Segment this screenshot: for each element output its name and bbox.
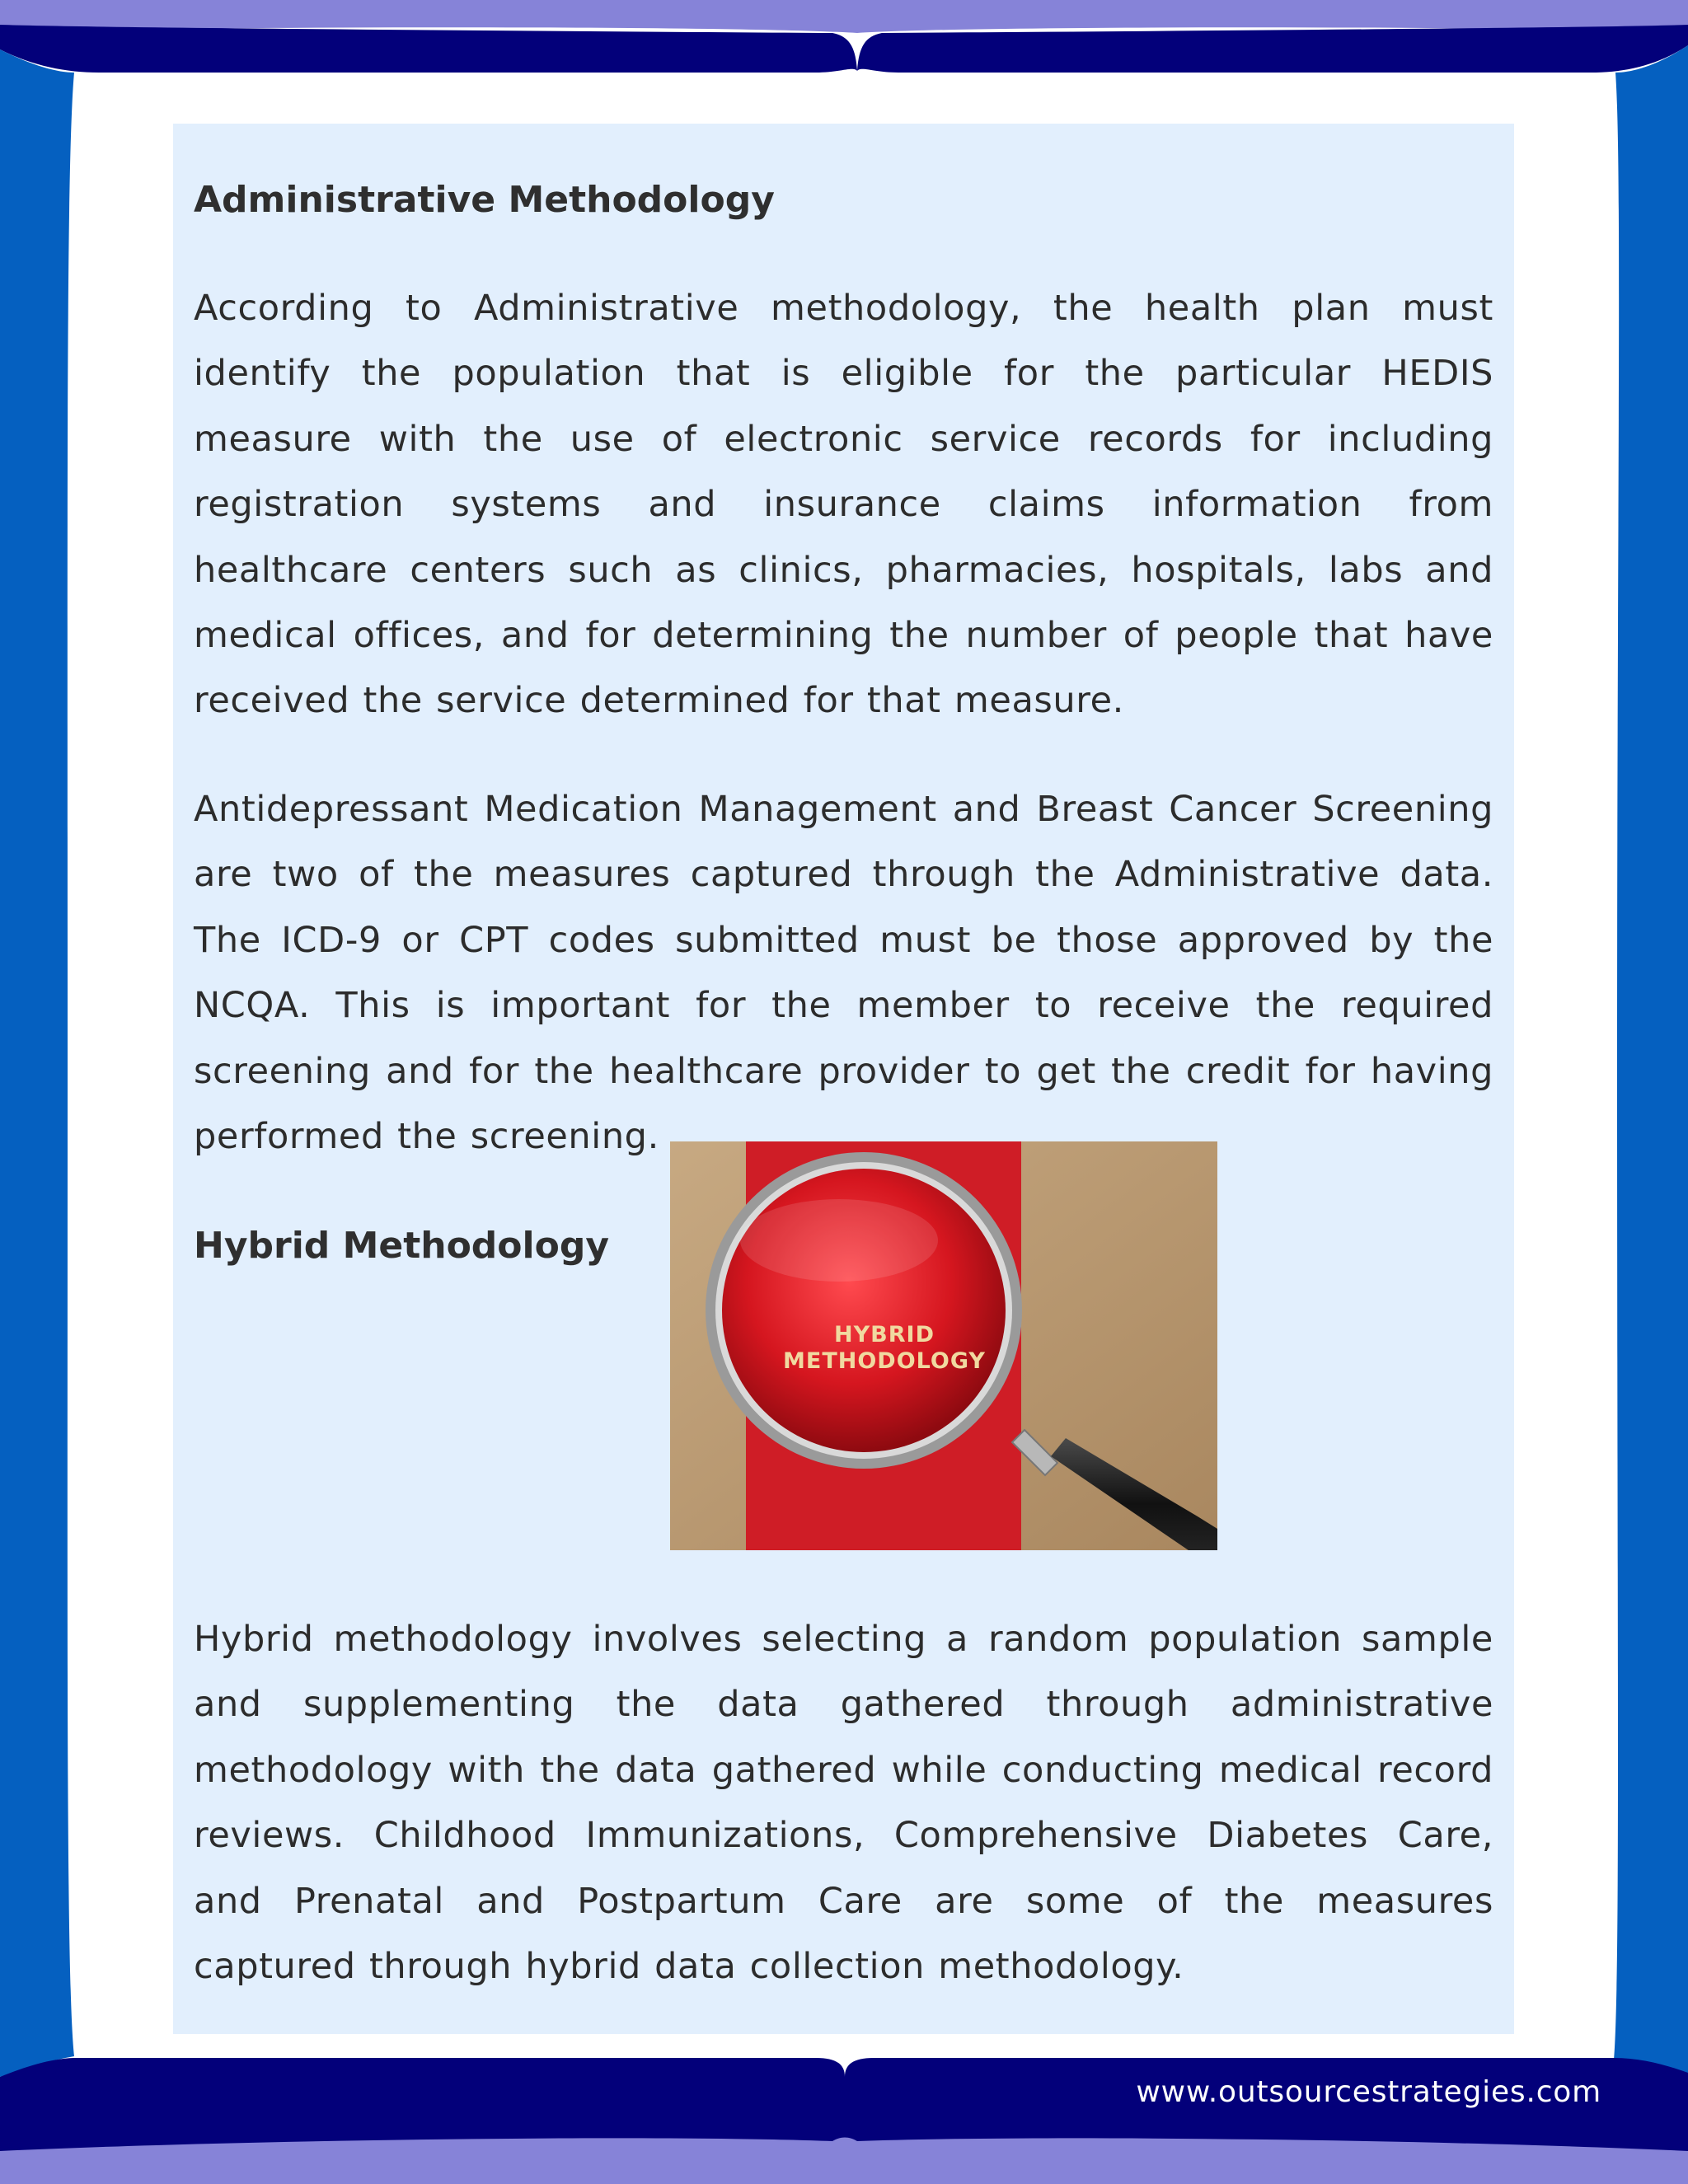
top-light-band bbox=[0, 0, 1688, 33]
footer-website-link[interactable]: www.outsourcestrategies.com bbox=[1136, 2075, 1601, 2109]
section-heading-administrative: Administrative Methodology bbox=[194, 179, 775, 221]
left-side-band bbox=[0, 49, 74, 2077]
section-heading-hybrid: Hybrid Methodology bbox=[194, 1225, 610, 1267]
image-caption-line1: HYBRID bbox=[834, 1322, 935, 1347]
paragraph-administrative-definition: According to Administrative methodology, the health plan must identify the population that is eligible for the particular HEDIS measure with the use of electronic service records for including registration systems and insurance claims information from healthcare centers such as clinics, pharmacies, hospitals, labs and medical offices, and for determining the number of people that have received the service determined for that measure. bbox=[194, 288, 1493, 722]
image-caption-line2: METHODOLOGY bbox=[783, 1348, 986, 1374]
right-side-band bbox=[1614, 45, 1688, 2077]
hybrid-methodology-image bbox=[670, 1141, 1217, 1550]
paragraph-hybrid-definition: Hybrid methodology involves selecting a random population sample and supplementing the data gathered through administrative methodology with the data gathered while conducting medical record reviews. Childhood Immunizations, Comprehensive Diabetes Care, and Prenatal and Postpartum Care are some of the measures captured through hybrid data collection methodology. bbox=[194, 1619, 1493, 1988]
bottom-light-band bbox=[0, 2138, 1688, 2184]
paragraph-administrative-measures: Antidepressant Medication Management and Breast Cancer Screening are two of the measures captured through the Administrative data. The ICD-9 or CPT codes submitted must be those approved by the NCQA. This is important for the member to receive the required screening and for the healthcare provider to get the credit for having performed the screening. bbox=[194, 789, 1493, 1158]
